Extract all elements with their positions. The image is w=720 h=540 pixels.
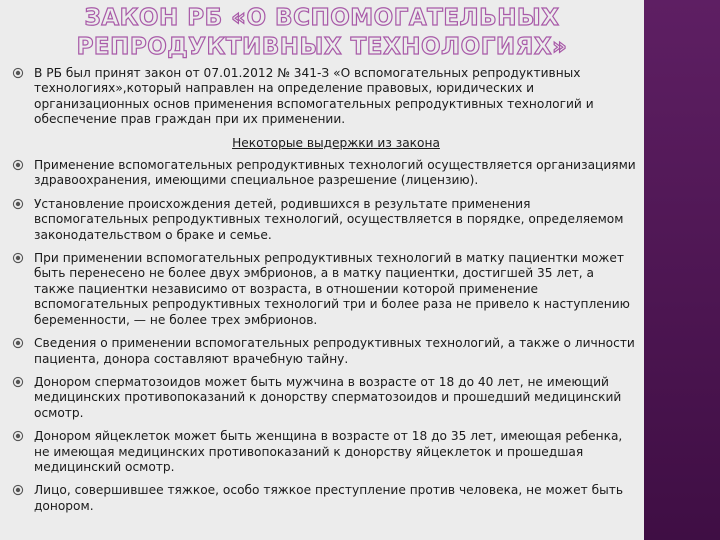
circle-bullet-icon: [12, 252, 24, 264]
list-item-text: Установление происхождения детей, родившихся в результате применения вспомогательных репродуктивных технологий, осуществляется в порядке, определяемом законодательством о браке и семье.: [34, 196, 624, 242]
list-item-text: Донором яйцеклеток может быть женщина в возрасте от 18 до 35 лет, имеющая ребенка, не имеющая медицинских противопоказаний к донорству яйцеклеток и прошедшая медицинский осмотр.: [34, 429, 623, 474]
list-item-text: Применение вспомогательных репродуктивных технологий осуществляется организациями здравоохранения, имеющими специальное разрешение (лицензию).: [34, 158, 636, 188]
list-item-text: Лицо, совершившее тяжкое, особо тяжкое преступление против человека, не может быть донором.: [34, 483, 624, 513]
circle-bullet-icon: [12, 67, 24, 79]
circle-bullet-icon: [12, 376, 24, 388]
circle-bullet-icon: [12, 484, 24, 496]
list-item: [12, 251, 638, 328]
list-item-text: Донором сперматозоидов может быть мужчина в возрасте от 18 до 40 лет, не имеющий медицинских противопоказаний к донорству сперматозоидов и прошедший медицинский осмотр.: [34, 374, 622, 420]
intro-text: В РБ был принят закон от 07.01.2012 № 341-З «О вспомогательных репродуктивных технологиях»,который направлен на определение правовых, юридических и организационных основ применения вспомогательных репродуктивных технологий и обеспечение прав граждан при их применении.: [34, 66, 594, 127]
list-item: [12, 197, 638, 243]
list-item-text: При применении вспомогательных репродуктивных технологий в матку пациентки может быть перенесено не более двух эмбрионов, а в матку пациентки, достигшей 35 лет, а также пациентки независимо от возраста, в отношении которой применение вспомогательных репродуктивных технологий три и более раза не привело к наступлению беременности, — не более трех эмбрионов.: [34, 251, 630, 327]
intro-paragraph: [12, 66, 638, 128]
slide-content: [12, 66, 638, 522]
list-item: [12, 483, 638, 514]
list-item-text: Сведения о применении вспомогательных репродуктивных технологий, а также о личности пациента, донора составляют врачебную тайну.: [34, 336, 635, 366]
list-item: [12, 375, 638, 421]
subheading: Некоторые выдержки из закона: [232, 135, 440, 150]
decorative-side-band: [644, 0, 720, 540]
circle-bullet-icon: [12, 337, 24, 349]
circle-bullet-icon: [12, 159, 24, 171]
list-item: [12, 429, 638, 475]
list-item: [12, 158, 638, 189]
list-item: [12, 336, 638, 367]
slide-title: ЗАКОН РБ «О ВСПОМОГАТЕЛЬНЫХ РЕПРОДУКТИВНЫХ ТЕХНОЛОГИЯХ»: [76, 5, 568, 60]
circle-bullet-icon: [12, 198, 24, 210]
circle-bullet-icon: [12, 430, 24, 442]
